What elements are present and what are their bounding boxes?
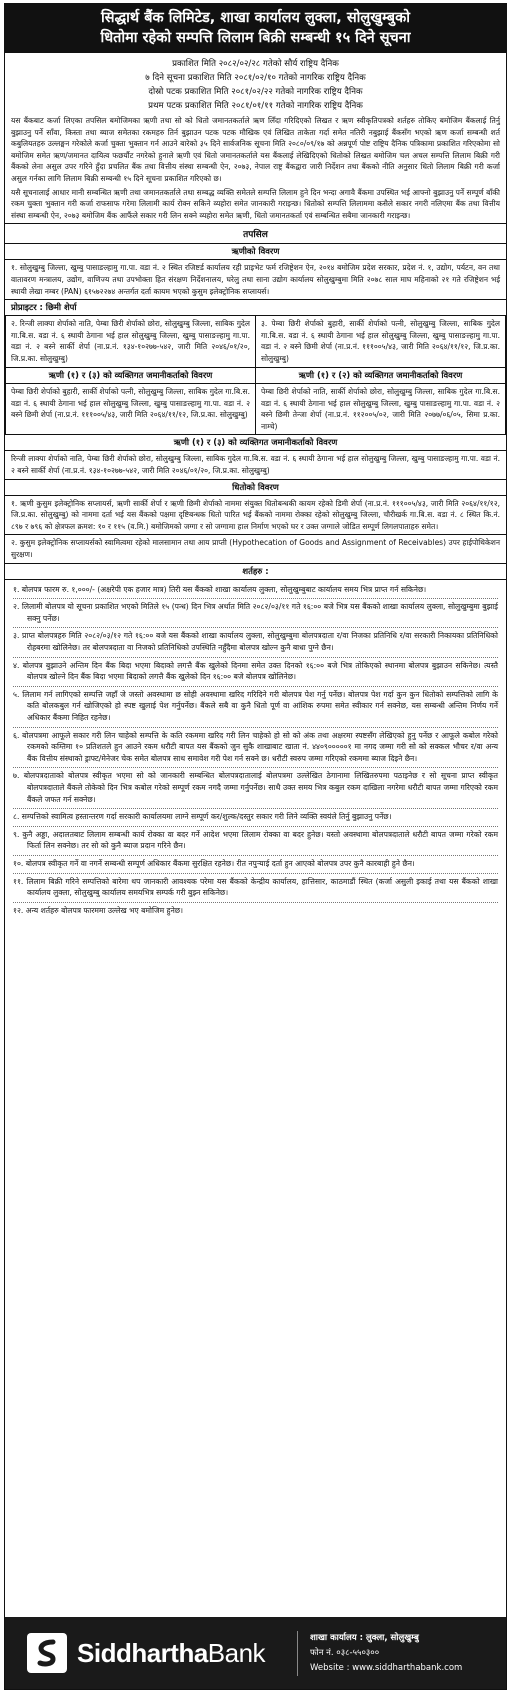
notice-page bbox=[4, 3, 507, 1690]
guarantor3-detail: रिन्जी लाक्पा शेर्पाको नाति, पेम्बा छिरी शेर्पाको छोरा, सोलुखुम्बु जिल्ला, साबिक गुदेल गा.बि.स. वडा नं. ६ स्थायी ठेगाना भई हाल सोलुखुम्बु जिल्ला, खुम्बु पासाङल्हामु गा.पा. वडा नं. २ बस्ने सार्की शेर्पा (ना.प्र.नं. १३४-१०२७७-५४२, जारी मिति २०४६/०१/२०, जि.प्र.का. सोलुखुम्बु) bbox=[5, 450, 506, 478]
header-line-1: सिद्धार्थ बैंक लिमिटेड, शाखा कार्यालय लुक्ला, सोलुखुम्बुको bbox=[101, 10, 410, 26]
borrower-detail: १. सोलुखुम्बु जिल्ला, खुम्बु पासाङल्हामु गा.पा. वडा नं. २ स्थित रजिष्टर्ड कार्यालय रही प्राइभेट फर्म रजिष्ट्रेशन ऐन, २०१४ बमोजिम प्रदेश सरकार, प्रदेश नं. १, उद्योग, पर्यटन, वन तथा वातावरण मन्त्रालय, उद्योग, वाणिज्य तथा उपभोक्ता हित संरक्षण निर्देशनालय, घरेलु तथा साना उद्योग कार्यालय सोलुखुम्बुमा मिति २०७८ साल माघ महिनाको २१ गते रजिष्ट्रेशन भई स्थायी लेखा नम्बर (PAN) ६१५७२२७४ अन्तर्गत दर्ता कायम भएको कुसुम इलेक्ट्रोनिक सप्लायर्स। bbox=[5, 259, 506, 299]
intro-text bbox=[5, 115, 506, 221]
person-cell: ३. पेम्बा छिरी शेर्पाको बुहारी, सार्की शेर्पाको पत्नी, सोलुखुम्बु जिल्ला, साबिक गुदेल गा.बि.स. वडा नं. ६ स्थायी ठेगाना भई हाल सोलुखुम्बु जिल्ला, खुम्बु पासाङल्हामु गा.पा. वडा नं. २ बस्ने छिमी शेर्पा (ना.प्र.नं. १११००५/४३, जारी मिति २०६४/११/१२, जि.प्र.का. सोलुखुम्बु) bbox=[256, 316, 506, 367]
guarantor-cell: पेम्बा छिरी शेर्पाको बुहारी, सार्की शेर्पाको पत्नी, सोलुखुम्बु जिल्ला, साबिक गुदेल गा.बि.स. वडा नं. ६ स्थायी ठेगाना भई हाल सोलुखुम्बु जिल्ला, खुम्बु पासाङल्हामु गा.पा. वडा नं. २ बस्ने छिमी शेर्पा (ना.प्र.नं. १११००५/४३, जारी मिति २०६४/११/१२, जि.प्र.का. सोलुखुम्बु) bbox=[6, 384, 256, 435]
condition-item: ३. प्राप्त बोलपत्रहरु मिति २०८२/०३/१२ गते १६:०० बजे यस बैंकको शाखा कार्यालय लुक्ला, सोलुखुम्बुमा बोलपत्रदाता र/वा निजका प्रतिनिधि र/वा सरकारी निकायका प्रतिनिधिको रोहबरमा खोलिनेछ। तर बोलपत्रदाता वा निजको प्रतिनिधिको उपस्थिति नहुँदैमा बोलपत्र खोल्न कुनै बाधा पुग्ने छैन। bbox=[13, 628, 498, 657]
intro-paragraph-2: यसै सूचनालाई आधार मानी सम्बन्धित ऋणी तथा जमानतकर्ताले तथा सम्बद्ध व्यक्ति समेतले सम्पत्ति लिलाम हुने दिन भन्दा अगावै बैंकमा उपस्थित भई आफ्नो बुझाउनु पर्ने सम्पूर्ण बाँकी रकम चुक्ता भुक्तान गरी कर्जा राफसाफ गरेमा लिलामी कार्य रोक्न सकिने व्यहोरा समेत जानकारी गराइन्छ। धितोको सम्पत्ति लिलाममा कसैले सकार नगरी नलिएमा बैंक तथा वित्तीय संस्था सम्बन्धी ऐन, २०७३ बमोजिम बैंक आफैंले सकार गरी लिन सक्ने व्यहोरा समेत ऋणी, धितो जमानतकर्ता एवं सम्बन्धित सबैमा जानकारी गराइन्छ। bbox=[11, 187, 500, 220]
phone-number: फोन नं. ०३८-५५०३०० bbox=[310, 1647, 380, 1658]
bank-footer bbox=[5, 1617, 506, 1689]
collateral-item: २. कुसुम इलेक्ट्रोनिक सप्लायर्सको स्वामित्वमा रहेको मालसामान तथा आय प्राप्ती (Hypothecation of Goods and Assignment of Receivables) उपर हाईपोथिकेशन सुरक्षण। bbox=[5, 534, 506, 562]
intro-paragraph-1: यस बैंकबाट कर्जा लिएका तपसिल बमोजिमका ऋणी तथा सो को धितो जमानतकर्ताले ऋण लिँदा गरिदिएको लिखत र ऋण स्वीकृतिपत्रको शर्तहरु तोकिए बमोजिम बैंकलाई तिर्नु बुझाउनु पर्ने साँवा, किस्ता तथा ब्याज समेतका रकमहरु तिर्न बुझाउन पटक पटक मौखिक एवं लिखित ताकेता गर्दा समेत नतिरी नबुझाई बैंकसँग भएको ऋण कर्जा सम्बन्धी शर्त कबुलियतहरु उल्लङ्घन गरेकोले कर्जा चुक्ता भुक्तान गर्न आउने बारेको ३५ दिने सार्वजनिक सूचना मिति २०८०/०९/१७ को अन्नपूर्ण पोष्ट राष्ट्रिय दैनिक पत्रिकामा प्रकाशित गरिएकोमा सो बमोजिम समेत ऋण/जमानत दायित्व फछर्यौट नगरेको हुनाले ऋणी एवं धितो जमानतकर्ताले यस बैंकलाई लेखिदिएको धितोको लिखत बमोजिम चल अचल सम्पत्ति लिलाम बिक्री गरी बैंकको लेना असुल उपर गरिने हुँदा प्रचलित बैंक तथा वित्तीय संस्था सम्बन्धी ऐन, २०७३, नेपाल राष्ट्र बैंकद्वारा जारी निर्देशन तथा बैंकको नीति अनुसार धितो लिलाम बिक्री गरी कर्जा असुल गर्नका लागि लिलाम बिक्री सम्बन्धी १५ दिने सूचना प्रकाशित गरिएको छ। bbox=[11, 116, 500, 183]
condition-item: १. बोलपत्र फारम रु. १,०००/- (अक्षरेपी एक हजार मात्र) तिरी यस बैंकको शाखा कार्यालय लुक्ला, सोलुखुम्बुबाट कार्यालय समय भित्र प्राप्त गर्न सकिनेछ। bbox=[13, 582, 498, 600]
guarantor-title: ऋणी (१) र (२) को व्यक्तिगत जमानीकर्ताको विवरण bbox=[256, 367, 506, 384]
website-link[interactable]: Website : www.siddharthabank.com bbox=[310, 1662, 463, 1673]
publication-dates bbox=[5, 53, 506, 115]
publication-line: प्रकाशित मिति २०८२/०२/२८ गतेको सौर्य राष्ट्रिय दैनिक bbox=[172, 59, 339, 69]
tapsil-title: तपसिल bbox=[5, 223, 506, 243]
siddhartha-logo-icon bbox=[27, 1633, 67, 1673]
persons-table bbox=[5, 316, 506, 435]
header-line-2: धितोमा रहेको सम्पत्ति लिलाम बिक्री सम्बन्धी १५ दिने सूचना bbox=[100, 30, 411, 46]
condition-item: ८. सम्पत्तिको स्वामित्व हस्तान्तरण गर्दा सरकारी कार्यालयमा लाग्ने सम्पूर्ण कर/शुल्क/दस्तुर सकार गरी लिने व्यक्ति स्वयंले तिर्नु बुझाउनु पर्नेछ। bbox=[13, 809, 498, 827]
publication-line: प्रथम पटक प्रकाशित मिति २०८१/०१/११ गतेको नागरिक राष्ट्रिय दैनिक bbox=[148, 101, 363, 111]
branch-office: शाखा कार्यालय : लुक्ला, सोलुखुम्बु bbox=[310, 1632, 419, 1643]
proprietor-line: प्रोप्राइटर : छिमी शेर्पा bbox=[5, 299, 506, 316]
bank-name-bold: Siddhartha bbox=[77, 1637, 208, 1668]
person-cell: २. रिन्जी लाक्पा शेर्पाको नाति, पेम्बा छिरी शेर्पाको छोरा, सोलुखुम्बु जिल्ला, साबिक गुदेल गा.बि.स. वडा नं. ६ स्थायी ठेगाना भई हाल सोलुखुम्बु जिल्ला, खुम्बु पासाङल्हामु गा.पा. वडा नं. २ बस्ने सार्की शेर्पा (ना.प्र.नं. १३४-१०२७७-५४२, जारी मिति २०४६/०१/२०, जि.प्र.का. सोलुखुम्बु) bbox=[6, 316, 256, 367]
condition-item: १०. बोलपत्र स्वीकृत गर्ने वा नगर्ने सम्बन्धी सम्पूर्ण अधिकार बैंकमा सुरक्षित रहनेछ। रीत नपुऱ्याई दर्ता हुन आएको बोलपत्र उपर कुनै कारबाही हुने छैन। bbox=[13, 856, 498, 874]
condition-item: २. लिलामी बोलपत्र यो सूचना प्रकाशित भएको मितिले १५ (पन्ध) दिन भित्र अर्थात मिति २०८२/०३/११ गते १६:०० बजे भित्र यस बैंकको शाखा कार्यालय लुक्ला, सोलुखुम्बुमा बुझाई सक्नु पर्नेछ। bbox=[13, 599, 498, 628]
bank-name-regular: Bank bbox=[207, 1637, 266, 1668]
bank-name bbox=[77, 1638, 265, 1669]
condition-item: ७. बोलपत्रदाताको बोलपत्र स्वीकृत भएमा सो को जानकारी सम्बन्धित बोलपत्रदातालाई बोलपत्रमा उल्लेखित ठेगानामा लिखितरुपमा पठाइनेछ र सो सूचना प्राप्त स्वीकृत बोलपत्रदाताले बैंकले तोकेको दिन भित्र कबोल गरेको सम्पूर्ण रकम नगदै जम्मा गर्नुपर्नेछ। साथै उक्त समय भित्र कबुल रकम दाखिला नगरेमा धरौटी बापत जम्मा गरिएको रकम बैंकले जफत गर्न सक्नेछ। bbox=[13, 768, 498, 809]
guarantor3-title: ऋणी (१) र (३) को व्यक्तिगत जमानीकर्ताको विवरण bbox=[173, 437, 338, 448]
collateral-section-title: धितोको विवरण bbox=[5, 479, 506, 495]
notice-header bbox=[5, 4, 506, 53]
guarantor-title: ऋणी (१) र (३) को व्यक्तिगत जमानीकर्ताको विवरण bbox=[6, 367, 256, 384]
condition-item: ४. बोलपत्र बुझाउने अन्तिम दिन बैंक बिदा भएमा बिदाको लगत्तै बैंक खुलेको दिनमा समेत उक्त दिनको १६:०० बजे भित्र तोकिएको स्थानमा बोलपत्र बुझाउन सकिनेछ। त्यस्तै बोलपत्र खोल्ने दिन बैंक बिदा भएमा बिदाको लगत्तै बैंक खुलेको दिन १६:०० बजे बोलपत्र खोलिनेछ। bbox=[13, 658, 498, 687]
contact-info bbox=[297, 1631, 462, 1676]
collateral-item: १. ऋणी कुसुम इलेक्ट्रोनिक सप्लायर्स, ऋणी सार्की शेर्पा र ऋणी छिमी शेर्पाको नाममा संयुक्त धितोबन्धकी कायम रहेको डिमी शेर्पा (ना.प्र.नं. १११००५/४३, जारी मिति २०६४/११/१२, जि.प्र.का. सोलुखुम्बु) को नाममा दर्ता भई यस बैंकको पक्षमा दृष्टिबन्धक धितो पारित भई बैंकको नाममा रोक्का रहेको सोलुखुम्बु जिल्ला, चौरीखर्क गा.बि.स. वडा नं. ८ स्थित कि.नं. ८९७ र ७९६ को क्षेत्रफल क्रमश: १० र ११५ (व.मि.) बमोजिमको जग्गा र सो जग्गामा हाल निर्माण भएको घर र उक्त जग्गाले जोडित सम्पूर्ण लिगलपाताहरु समेत। bbox=[5, 495, 506, 535]
condition-item: ५. लिलाम गर्न लागिएको सम्पत्ति जहाँ जे जस्तो अवस्थामा छ सोही अवस्थामा खरिद गरिदिने गरी बोलपत्र पेश गर्नु पर्नेछ। बोलपत्र पेश गर्दा कुन कुन धितोको सम्पत्तिको लागि के कति बोलकबुल गर्न खोजिएको हो स्पष्ट खुलाई पेश गर्नुपर्नेछ। बैंकले सबै वा कुनै धितो पूर्ण वा आंशिक रुपमा समेत स्वीकार गर्न सक्नेछ, यस सम्बन्धी अन्तिम निर्णय गर्ने अधिकार बैंकमा निहित रहनेछ। bbox=[13, 687, 498, 728]
borrower-section-title: ऋणीको विवरण bbox=[5, 243, 506, 259]
condition-item: ६. बोलपत्रमा आफूले सकार गरी लिन चाहेको सम्पत्ति के कति रकममा खरिद गरी लिन चाहेको हो सो को अंक तथा अक्षरमा स्पष्टसँग लेखिएको हुनु पर्नेछ र आफूले कबोल गरेको रकमको कम्तिमा १० प्रतिशतले हुन आउने रकम धरौटी बापत यस बैंकको जुन सुकै शाखाबाट खाता नं. ४४०९०००००१ मा नगद जम्मा गरी सो को सक्कल भौचर र/वा अन्य बैंक वित्तीय संस्थाको ड्राफ्ट/मेनेजर चेक समेत बोलपत्र साथ समावेश गरी पेश गर्न सक्ने छ। धरौटी स्वरुप जम्मा गरिएको रकममा ब्याज दिइने छैन। bbox=[13, 728, 498, 769]
bank-logo bbox=[5, 1633, 287, 1673]
guarantor-cell: पेम्बा छिरी शेर्पाको नाति, सार्की शेर्पाको छोरा, सोलुखुम्बु जिल्ला, साबिक गुदेल गा.बि.स. वडा नं. ६ स्थायी ठेगाना भई हाल सोलुखुम्बु जिल्ला, खुम्बु पासाङल्हामु गा.पा. वडा नं. २ बस्ने छिमी तेन्जा शेर्पा (ना.प्र.नं. ११२००५/०२, जारी मिति २०७७/०६/०५, सिमा प्र.का. नाम्चे) bbox=[256, 384, 506, 435]
condition-item: ११. लिलाम बिक्री गरिने सम्पत्तिको बारेमा थप जानकारी आवश्यक परेमा यस बैंकको केन्द्रीय कार्यालय, हात्तिसार, काठमाडौं स्थित (कर्जा असुली इकाई तथा यस बैंकको शाखा कार्यालय लुक्ला, सोलुखुम्बु कार्यालय समयभित्र सम्पर्क गरी बुझ्न सकिनेछ। bbox=[13, 874, 498, 903]
conditions-title: शर्तहरु : bbox=[5, 563, 506, 579]
conditions-list bbox=[5, 579, 506, 922]
condition-item: १२. अन्य शर्तहरु बोलपत्र फारममा उल्लेख भए बमोजिम हुनेछ। bbox=[13, 905, 183, 915]
condition-item: ९. कुनै अड्डा, अदालतबाट लिलाम सम्बन्धी कार्य रोक्का वा बदर गर्ने आदेश भएमा लिलाम रोक्का वा बदर हुनेछ। यस्तो अवस्थामा बोलपत्रदाताले धरौटी बापत जम्मा गरेको रकम फिर्ता लिन सक्नेछ। तर सो को कुनै ब्याज प्रदान गरिने छैन। bbox=[13, 827, 498, 856]
publication-line: ७ दिने सूचना प्रकाशित मिति २०८१/०२/१० गतेको नागरिक राष्ट्रिय दैनिक bbox=[145, 73, 366, 83]
publication-line: दोस्रो पटक प्रकाशित मिति २०८१/०२/२२ गतेको नागरिक राष्ट्रिय दैनिक bbox=[148, 87, 363, 97]
